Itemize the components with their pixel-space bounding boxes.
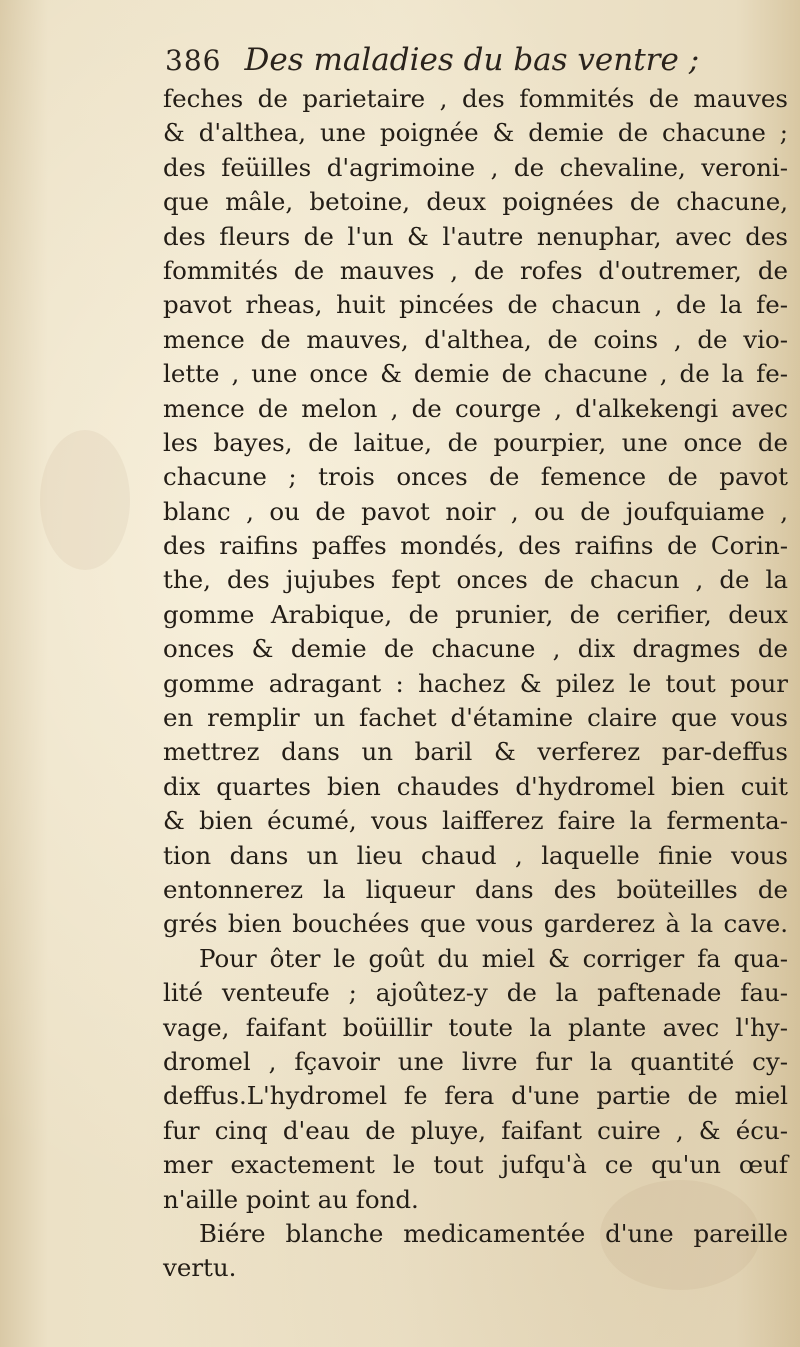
paragraph-start-line: Biére blanche medicamentée d'une pareille (199, 1218, 788, 1248)
text-line: the, des jujubes fept onces de chacun , de la (163, 565, 788, 595)
text-line: fommités de mauves , de rofes d'outremer, de (163, 255, 788, 285)
text-line: deffus.L'hydromel fe fera d'une partie de miel (163, 1081, 788, 1111)
text-line: fur cinq d'eau de pluye, faifant cuire , & écu- (163, 1115, 788, 1145)
text-line: grés bien bouchées que vous garderez à la cave. (163, 909, 788, 939)
text-line: dromel , fçavoir une livre fur la quantité cy- (163, 1046, 788, 1076)
page-number: 386 (165, 44, 222, 77)
text-line: les bayes, de laitue, de pourpier, une once de (163, 427, 788, 457)
text-line: lité venteufe ; ajoûtez-y de la paftenade fau- (163, 978, 788, 1008)
text-line: vertu. (163, 1253, 237, 1283)
text-line: des raifins paffes mondés, des raifins de Corin- (163, 531, 788, 561)
text-line: mer exactement le tout jufqu'à ce qu'un œuf (163, 1150, 788, 1180)
text-line: que mâle, betoine, deux poignées de chacune, (163, 187, 788, 217)
text-line: gomme adragant : hachez & pilez le tout pour (163, 668, 788, 698)
text-line: & bien écumé, vous laifferez faire la fermenta- (163, 806, 788, 836)
running-head: Des maladies du bas ventre ; (244, 42, 700, 78)
text-line: entonnerez la liqueur dans des boüteilles de (163, 874, 788, 904)
text-line: des fleurs de l'un & l'autre nenuphar, avec des (163, 221, 788, 251)
text-line: dix quartes bien chaudes d'hydromel bien cuit (163, 771, 788, 801)
page-header (165, 42, 765, 86)
text-line: tion dans un lieu chaud , laquelle finie vous (163, 840, 788, 870)
text-line: blanc , ou de pavot noir , ou de joufquiame , (163, 496, 788, 526)
body-text (163, 82, 788, 1286)
text-line: lette , une once & demie de chacune , de la fe- (163, 359, 788, 389)
text-line: mence de mauves, d'althea, de coins , de vio- (163, 324, 788, 354)
paragraph-start-line: Pour ôter le goût du miel & corriger fa qua- (199, 943, 788, 973)
text-line: feches de parietaire , des fommités de mauves (163, 84, 788, 113)
text-line: onces & demie de chacune , dix dragmes de (163, 634, 788, 664)
text-line: n'aille point au fond. (163, 1184, 419, 1214)
text-line: des feüilles d'agrimoine , de chevaline, veroni- (163, 152, 788, 182)
text-line: & d'althea, une poignée & demie de chacune ; (163, 118, 788, 148)
paper-stain (40, 430, 130, 570)
text-line: en remplir un fachet d'étamine claire que vous (163, 703, 788, 733)
text-line: pavot rheas, huit pincées de chacun , de la fe- (163, 290, 788, 320)
text-line: gomme Arabique, de prunier, de cerifier, deux (163, 599, 788, 629)
text-line: vage, faifant boüillir toute la plante avec l'hy- (163, 1012, 788, 1042)
text-line: mence de melon , de courge , d'alkekengi avec (163, 393, 788, 423)
text-line: chacune ; trois onces de femence de pavot (163, 462, 788, 492)
text-line: mettrez dans un baril & verferez par-deffus (163, 737, 788, 767)
